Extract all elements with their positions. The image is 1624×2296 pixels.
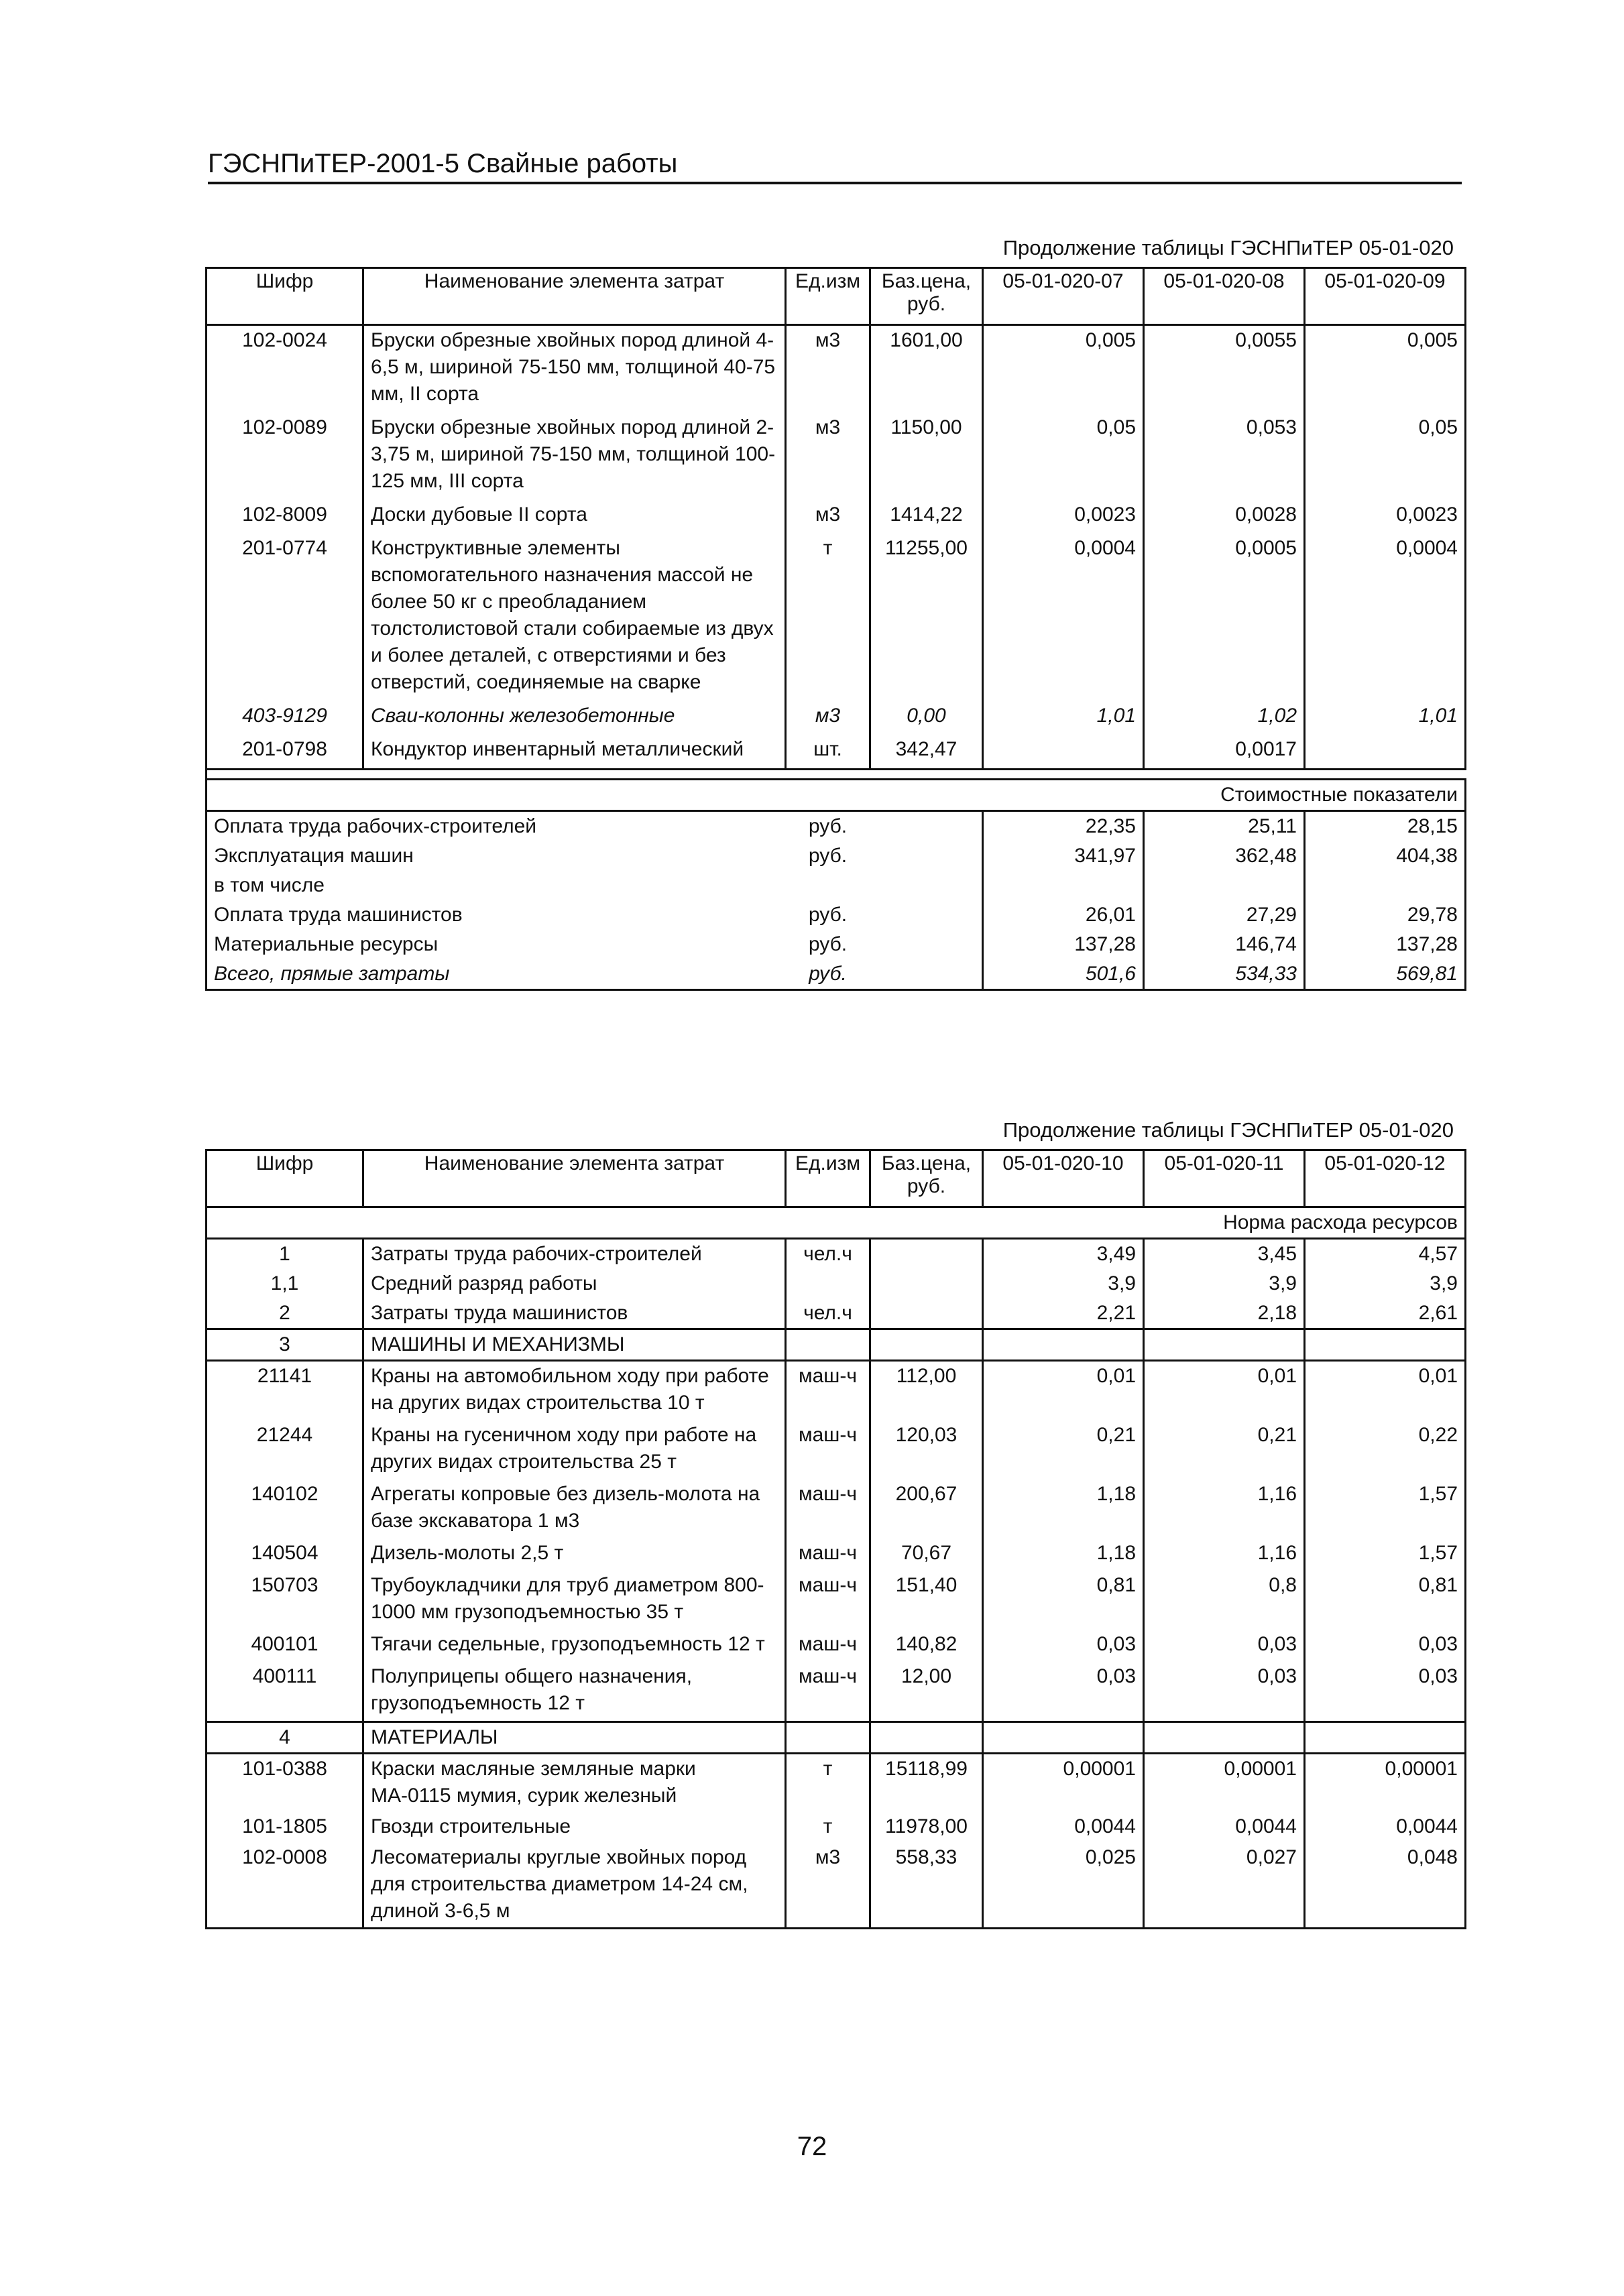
table-row: [207, 1421, 1466, 1479]
cost-name: Материальные ресурсы: [207, 930, 786, 959]
col-v1: 05-01-020-10: [983, 1150, 1144, 1207]
cost-v2: [1144, 871, 1305, 900]
cell-code: 21141: [207, 1361, 363, 1421]
cell-price: 1150,00: [870, 413, 983, 500]
cell-unit: м3: [786, 701, 870, 735]
cost-name: Оплата труда машинистов: [207, 900, 786, 930]
table-row: [207, 735, 1466, 770]
norm-label-row: [207, 1207, 1466, 1239]
col-v1: 05-01-020-07: [983, 268, 1144, 325]
cell-v3: 1,01: [1305, 701, 1466, 735]
cell-price: 70,67: [870, 1538, 983, 1571]
cell-v1: 0,00001: [983, 1754, 1144, 1813]
cell-v2: 0,0044: [1144, 1812, 1305, 1843]
cell-price: 12,00: [870, 1662, 983, 1722]
cell-code: 102-0008: [207, 1843, 363, 1929]
cell-v3: 1,57: [1305, 1479, 1466, 1538]
cell-unit: м3: [786, 500, 870, 534]
cell-v1: [983, 735, 1144, 770]
table2-caption: Продолжение таблицы ГЭСНПиТЕР 05-01-020: [1002, 1118, 1454, 1142]
table-row: [207, 500, 1466, 534]
cell-v2: 0,21: [1144, 1421, 1305, 1479]
cell-v3: 0,01: [1305, 1361, 1466, 1421]
cell-v1: 0,03: [983, 1630, 1144, 1662]
cell-price: 200,67: [870, 1479, 983, 1538]
cell-unit: шт.: [786, 735, 870, 770]
cost-label-row-text: [207, 780, 1466, 811]
cell-price: 11978,00: [870, 1812, 983, 1843]
table2: [205, 1149, 1466, 1929]
cell-name: Конструктивные элементы вспомогательного назначения массой не более 50 кг с преобладанием толстолистовой стали собираемые из двух и более деталей, с отверстиями и без отверстий, соединяемые на сварке: [363, 534, 786, 701]
cell-v1: 0,005: [983, 325, 1144, 414]
cost-unit: руб.: [808, 845, 848, 867]
table-row: [207, 1538, 1466, 1571]
cell-price: 120,03: [870, 1421, 983, 1479]
cell-unit: т: [786, 1754, 870, 1813]
cell-price: 11255,00: [870, 534, 983, 701]
col-name: Наименование элемента затрат: [363, 1150, 786, 1207]
cell-v2: 2,18: [1144, 1298, 1305, 1329]
cost-row: [207, 900, 1466, 930]
cell-unit: т: [786, 534, 870, 701]
table-row: [207, 1754, 1466, 1813]
table-row: [207, 1630, 1466, 1662]
cell-code: 201-0798: [207, 735, 363, 770]
cell-unit: маш-ч: [786, 1538, 870, 1571]
cost-name: Эксплуатация машин: [207, 841, 786, 871]
cell-price: 151,40: [870, 1571, 983, 1630]
cost-v2: 534,33: [1144, 959, 1305, 990]
cell-code: 21244: [207, 1421, 363, 1479]
cell-v3: 3,9: [1305, 1269, 1466, 1298]
cell-v2: 0,0055: [1144, 325, 1305, 414]
cost-v2: 25,11: [1144, 811, 1305, 842]
cost-v3: 137,28: [1305, 930, 1466, 959]
table1-caption: Продолжение таблицы ГЭСНПиТЕР 05-01-020: [1002, 236, 1454, 259]
cost-row: [207, 959, 1466, 990]
cell-v2: 3,45: [1144, 1239, 1305, 1270]
machines-code: 3: [207, 1329, 363, 1361]
cost-unit: руб.: [808, 815, 848, 837]
cell-unit: м3: [786, 413, 870, 500]
cell-unit: маш-ч: [786, 1630, 870, 1662]
cell-unit: [786, 1269, 870, 1298]
cell-price: [870, 1239, 983, 1270]
cell-v1: 0,21: [983, 1421, 1144, 1479]
cell-v1: 0,0023: [983, 500, 1144, 534]
cell-price: 1601,00: [870, 325, 983, 414]
cell-code: 201-0774: [207, 534, 363, 701]
cell-v1: 0,01: [983, 1361, 1144, 1421]
cell-v2: 0,01: [1144, 1361, 1305, 1421]
cell-v3: 2,61: [1305, 1298, 1466, 1329]
cell-unit: маш-ч: [786, 1662, 870, 1722]
table-row: [207, 325, 1466, 414]
cell-code: 101-0388: [207, 1754, 363, 1813]
cell-code: 102-8009: [207, 500, 363, 534]
cell-code: 1,1: [207, 1269, 363, 1298]
col-price: Баз.цена, руб.: [870, 1150, 983, 1207]
cost-row: [207, 930, 1466, 959]
machines-section-row: [207, 1329, 1466, 1361]
cell-v2: 3,9: [1144, 1269, 1305, 1298]
cell-v1: 3,9: [983, 1269, 1144, 1298]
cell-name: Краны на гусеничном ходу при работе на других видах строительства 25 т: [363, 1421, 786, 1479]
cell-unit: м3: [786, 1843, 870, 1929]
cell-v1: 1,01: [983, 701, 1144, 735]
cell-v2: 1,02: [1144, 701, 1305, 735]
cell-v2: 0,03: [1144, 1662, 1305, 1722]
cell-unit: чел.ч: [786, 1239, 870, 1270]
cell-name: Кондуктор инвентарный металлический: [363, 735, 786, 770]
cost-row: [207, 811, 1466, 842]
col-v3: 05-01-020-09: [1305, 268, 1466, 325]
cell-v3: 0,0023: [1305, 500, 1466, 534]
cell-price: 0,00: [870, 701, 983, 735]
cell-code: 2: [207, 1298, 363, 1329]
col-unit: Ед.изм: [786, 1150, 870, 1207]
cell-price: 342,47: [870, 735, 983, 770]
cell-v3: 0,00001: [1305, 1754, 1466, 1813]
table-row: [207, 1269, 1466, 1298]
cost-v3: 29,78: [1305, 900, 1466, 930]
cost-name: Оплата труда рабочих-строителей: [207, 811, 786, 842]
table-row: [207, 1843, 1466, 1929]
cell-v3: [1305, 735, 1466, 770]
cell-v3: 0,048: [1305, 1843, 1466, 1929]
cost-v1: 501,6: [983, 959, 1144, 990]
table-row: [207, 1571, 1466, 1630]
cost-unit: [786, 871, 870, 900]
cell-name: Трубоукладчики для труб диаметром 800-1000 мм грузоподъемностью 35 т: [363, 1571, 786, 1630]
cost-v3: [1305, 871, 1466, 900]
cell-v1: 0,025: [983, 1843, 1144, 1929]
cost-v1: 22,35: [983, 811, 1144, 842]
table1-header-row: [207, 268, 1466, 325]
table-row: [207, 1298, 1466, 1329]
cell-v3: 0,0044: [1305, 1812, 1466, 1843]
cell-name: Гвозди строительные: [363, 1812, 786, 1843]
table-row: [207, 1662, 1466, 1722]
cell-v3: 0,0004: [1305, 534, 1466, 701]
cell-v1: 3,49: [983, 1239, 1144, 1270]
cost-row: [207, 871, 1466, 900]
cell-v3: 1,57: [1305, 1538, 1466, 1571]
cost-v2: 362,48: [1144, 841, 1305, 871]
table-row: [207, 413, 1466, 500]
cell-unit: маш-ч: [786, 1479, 870, 1538]
cell-code: 400111: [207, 1662, 363, 1722]
table-row: [207, 1239, 1466, 1270]
cell-v1: 2,21: [983, 1298, 1144, 1329]
cell-v2: 0,03: [1144, 1630, 1305, 1662]
cost-v3: 28,15: [1305, 811, 1466, 842]
materials-title: МАТЕРИАЛЫ: [363, 1722, 786, 1754]
cost-unit: руб.: [808, 904, 848, 926]
materials-section-row: [207, 1722, 1466, 1754]
table-row: [207, 534, 1466, 701]
cost-v3: 404,38: [1305, 841, 1466, 871]
cell-unit: маш-ч: [786, 1571, 870, 1630]
page-number: 72: [797, 2132, 827, 2161]
cost-v2: 146,74: [1144, 930, 1305, 959]
cost-name: Всего, прямые затраты: [207, 959, 786, 990]
cell-v2: 0,0005: [1144, 534, 1305, 701]
col-v2: 05-01-020-08: [1144, 268, 1305, 325]
cell-name: Сваи-колонны железобетонные: [363, 701, 786, 735]
cell-v3: 0,05: [1305, 413, 1466, 500]
cost-row: [207, 841, 1466, 871]
cell-v3: 0,005: [1305, 325, 1466, 414]
table-row: [207, 1812, 1466, 1843]
cell-name: Полуприцепы общего назначения, грузоподъемность 12 т: [363, 1662, 786, 1722]
cost-label: Стоимостные показатели: [1144, 780, 1466, 811]
cell-price: 1414,22: [870, 500, 983, 534]
materials-code: 4: [207, 1722, 363, 1754]
cell-v1: 0,03: [983, 1662, 1144, 1722]
machines-title: МАШИНЫ И МЕХАНИЗМЫ: [363, 1329, 786, 1361]
cell-v2: 0,8: [1144, 1571, 1305, 1630]
cell-name: Лесоматериалы круглые хвойных пород для строительства диаметром 14-24 см, длиной 3-6,5 м: [363, 1843, 786, 1929]
cell-code: 400101: [207, 1630, 363, 1662]
cell-v2: 0,00001: [1144, 1754, 1305, 1813]
cell-name: Краски масляные земляные марки МА-0115 мумия, сурик железный: [363, 1754, 786, 1813]
cell-v2: 0,027: [1144, 1843, 1305, 1929]
cell-unit: т: [786, 1812, 870, 1843]
col-v3: 05-01-020-12: [1305, 1150, 1466, 1207]
cell-code: 1: [207, 1239, 363, 1270]
cell-v1: 1,18: [983, 1538, 1144, 1571]
cell-code: 102-0089: [207, 413, 363, 500]
cell-name: Агрегаты копровые без дизель-молота на базе экскаватора 1 м3: [363, 1479, 786, 1538]
cell-code: 101-1805: [207, 1812, 363, 1843]
col-v2: 05-01-020-11: [1144, 1150, 1305, 1207]
cell-unit: маш-ч: [786, 1421, 870, 1479]
cell-unit: чел.ч: [786, 1298, 870, 1329]
col-code: Шифр: [207, 268, 363, 325]
cell-name: Тягачи седельные, грузоподъемность 12 т: [363, 1630, 786, 1662]
cell-v3: 4,57: [1305, 1239, 1466, 1270]
cell-unit: м3: [786, 325, 870, 414]
table-row: [207, 1479, 1466, 1538]
cell-v2: 0,0017: [1144, 735, 1305, 770]
col-code: Шифр: [207, 1150, 363, 1207]
cell-name: Затраты труда машинистов: [363, 1298, 786, 1329]
cell-v3: 0,81: [1305, 1571, 1466, 1630]
col-unit: Ед.изм: [786, 268, 870, 325]
cell-name: Средний разряд работы: [363, 1269, 786, 1298]
cell-v1: 0,0044: [983, 1812, 1144, 1843]
col-name: Наименование элемента затрат: [363, 268, 786, 325]
cost-unit: руб.: [786, 959, 870, 990]
cost-v1: 341,97: [983, 841, 1144, 871]
cell-unit: маш-ч: [786, 1361, 870, 1421]
cell-code: 403-9129: [207, 701, 363, 735]
cost-unit: руб.: [808, 933, 848, 955]
cell-v3: 0,03: [1305, 1662, 1466, 1722]
cost-v1: 137,28: [983, 930, 1144, 959]
cost-v1: 26,01: [983, 900, 1144, 930]
page-header: ГЭСНПиТЕР-2001-5 Свайные работы: [208, 149, 1462, 184]
cell-price: 15118,99: [870, 1754, 983, 1813]
cell-v1: 1,18: [983, 1479, 1144, 1538]
cell-v3: 0,22: [1305, 1421, 1466, 1479]
cell-v1: 0,0004: [983, 534, 1144, 701]
cell-v2: 1,16: [1144, 1479, 1305, 1538]
cost-name: в том числе: [207, 871, 786, 900]
cell-code: 140102: [207, 1479, 363, 1538]
cell-name: Затраты труда рабочих-строителей: [363, 1239, 786, 1270]
cell-price: 558,33: [870, 1843, 983, 1929]
cost-v1: [983, 871, 1144, 900]
cell-name: Доски дубовые II сорта: [363, 500, 786, 534]
cell-name: Бруски обрезные хвойных пород длиной 2-3,75 м, шириной 75-150 мм, толщиной 100-125 мм, III сорта: [363, 413, 786, 500]
cost-v2: 27,29: [1144, 900, 1305, 930]
cell-code: 150703: [207, 1571, 363, 1630]
cell-name: Краны на автомобильном ходу при работе на других видах строительства 10 т: [363, 1361, 786, 1421]
cell-price: [870, 1298, 983, 1329]
norm-label: Норма расхода ресурсов: [1144, 1207, 1466, 1239]
cell-v1: 0,05: [983, 413, 1144, 500]
cell-name: Дизель-молоты 2,5 т: [363, 1538, 786, 1571]
cell-v1: 0,81: [983, 1571, 1144, 1630]
table2-header-row: [207, 1150, 1466, 1207]
cell-code: 102-0024: [207, 325, 363, 414]
cell-v2: 1,16: [1144, 1538, 1305, 1571]
col-price: Баз.цена, руб.: [870, 268, 983, 325]
cell-name: Бруски обрезные хвойных пород длиной 4-6,5 м, шириной 75-150 мм, толщиной 40-75 мм, II сорта: [363, 325, 786, 414]
table-row: [207, 701, 1466, 735]
cell-price: [870, 1269, 983, 1298]
cell-v2: 0,0028: [1144, 500, 1305, 534]
cell-price: 140,82: [870, 1630, 983, 1662]
cell-v3: 0,03: [1305, 1630, 1466, 1662]
cell-v2: 0,053: [1144, 413, 1305, 500]
table1: [205, 267, 1466, 991]
cost-label-row: [207, 770, 1466, 780]
table-row: [207, 1361, 1466, 1421]
cell-code: 140504: [207, 1538, 363, 1571]
cell-price: 112,00: [870, 1361, 983, 1421]
cost-v3: 569,81: [1305, 959, 1466, 990]
